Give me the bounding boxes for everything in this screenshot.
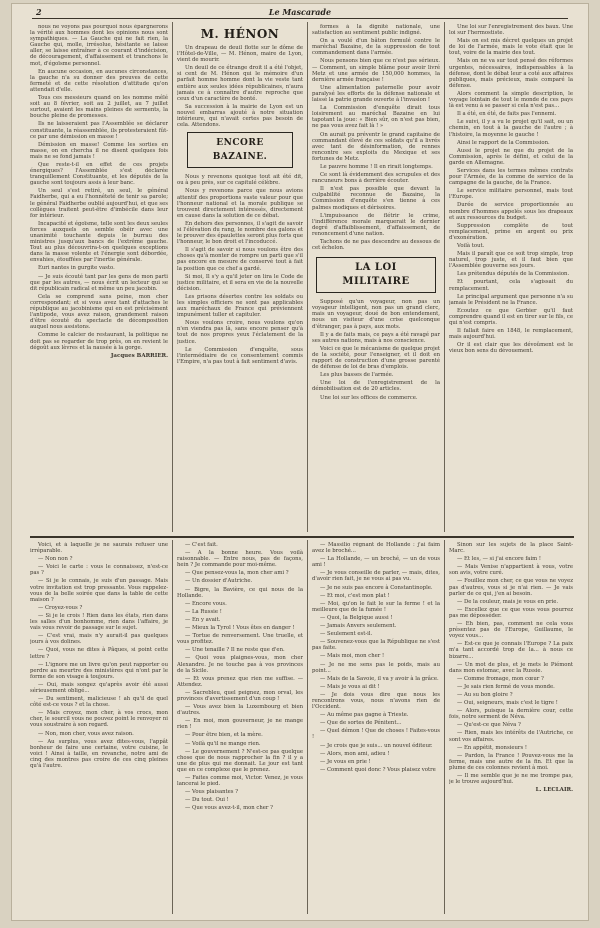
paragraph: — Qu'est-ce que Néva ? (457, 722, 521, 729)
paragraph: — Pour être bien, et la mère. (185, 732, 263, 739)
paragraph: Il n'est pas possible que devant la culpabilité reconnue de Bazaine, la Commission d'enquête s'en tienne à ces palmes modiques et dérisoires. (312, 186, 440, 211)
paragraph: Euri nantes in gurgite vasto. (38, 265, 115, 272)
paragraph: — Moi, qu'on le fait le sur la ferme ! et la meilleure que de la fumée ! (312, 600, 440, 613)
paragraph: Supposé qu'un voyageur, non pas un voyageur intelligent, non pas un grand clerc, mais un voyageur, doué de bon entendement, nous un visiteur d'une crise quelconque d'étranger, pas à pays, aux mots. (312, 299, 440, 330)
paragraph: Si moi, Il s'y a qu'il jeter on lira le Code de justice militaire, et il sera en vie de la nouvelle décision. (177, 273, 303, 292)
paragraph: Les prisons désertes contre les soldats ou les simples officiers ne sont pas applicables aux maréchaux de France qui préviennent impunément tuller et capituler. (177, 293, 303, 319)
paragraph: — Le gouvernement ? N'est-ce pas quelque chose que de nous rapprocher la fin ? il y a une de plus qui me donnait. Le jour est tant que en ce complexe que le prenez. (177, 748, 303, 773)
paragraph: — Je ne suis pas encore à Constantinople. (320, 584, 433, 591)
paragraph: — Un dossier d'Autriche. (185, 578, 253, 585)
paragraph: Il s'agit de savoir si nous voulons être des choses qu'à monter de rompre un parti que s'il pas encore en mesure de conservé tout à fait la position que ce chef a gardé. (177, 247, 303, 272)
paragraph: — C'est vrai, mais n'y aurait-il pas quelques jours à vos dolines. (30, 633, 168, 646)
feuilleton-column-4 (449, 542, 573, 916)
paragraph: — Voilà qu'il ne mange rien. (185, 740, 261, 747)
paragraph: Une loi sur les offices de commerce. (320, 394, 418, 401)
paragraph: Le service militaire personnel, mais tout l'Europe. (449, 188, 573, 201)
paragraph: Voici ce que le mécanisme de quelque projet de la société, pour l'enseigner, et il doit en rapport de construction d'une grosse parenté de défense de loi de bras d'emplois. (312, 345, 440, 371)
paragraph: — Massilio régnant de Hollande : j'ai faim avez le broché... (312, 542, 440, 555)
paragraph: Démission en masse! Comme les sorties en masse, on en chercha il ne disent quelques fois mais ne se fond jamais ! (30, 141, 168, 160)
paragraph: Suppression complète de tout remplacement, prime en argent ou prix d'exonération. (449, 222, 573, 241)
paragraph: Que reste-t-il en effet de ces projets énergiques? l'Assemblée s'est déclarée tranquillement Constituante, et les députés de la gauche sont toujours assis à leur banc. (30, 161, 168, 187)
paragraph: — Souvenez-vous que la République ne s'est pas faite. (312, 639, 440, 652)
article-bazaine-text (177, 174, 303, 365)
article-title-henon: M. HÉNON (200, 27, 280, 41)
paragraph: Comme le calcier de restaurant, la politique ne doit pas se regarder de trop près, on en revient le dégoût aux lèvres et la nausée à la gorge. (30, 332, 168, 351)
article-henon-text (177, 45, 303, 128)
paragraph: — Bigre, la Bavière, ce qui nous de la Hollande. (177, 586, 303, 599)
paragraph: Nous pensons bien que ce n'est pas sérieux. — Comment, un simple blâme pour avoir livré Metz et une armée de 150,000 hommes, la dernière armée française ! (312, 58, 440, 83)
paragraph: — Quoi vous plaignes-vous, mon cher Alexandre. Je ne touche pas à vos provinces de la Sicile. (177, 655, 303, 674)
paragraph: — Encore vous. (185, 600, 227, 607)
paragraph: — Comment quoi donc ? Vous plaisez votre (320, 766, 436, 773)
paragraph: — Du tout. Oui ! (185, 797, 229, 804)
paragraph: — Faites comme moi, Victor. Venez, je vous lancerai le pied. (177, 775, 303, 788)
paragraph: Tous ces messieurs quand on les nomme mêlé soit au 8 février, soit au 2 juillet, au 7 juillet surtout, avaient les mains pleines de serments, la bouche pleine de promesses. (30, 95, 168, 120)
paragraph: Durée de service proportionnée au nombre d'hommes appelés sous les drapeaux et aux ressources du budget. (449, 202, 573, 221)
feuilleton-column-2 (177, 542, 303, 916)
column-4 (449, 24, 573, 534)
paragraph: — L'ignore me un livre qu'on peut rapporter ou perdre au meurtre des ministères qui n'ont par le forme de son visage à toujours. (30, 661, 168, 680)
paragraph: — Je vous conseille de parler, — mais, dites, d'avoir rien fait, je ne vous ai pas vu. (312, 570, 440, 583)
paragraph: Nous y revenons parce que nous avions attentif des proportions vaste valeur pour que l'honneur national et la morale publique se trouvent directement intéressés, directement en cause dans la solution de ce débat. (177, 188, 303, 219)
paragraph: Cela se comprend sans peine, mon cher correspondant; et si vous avez tant d'attaches le république au jacobinisme qui en est précisément l'antipode, vous avez raison, grandement raison d'être écouté du spectacle de décomposition auquel nous assistons. (30, 293, 168, 331)
paragraph: Tachons de ne pas descendre au dessous de cet échelon. (312, 239, 440, 252)
feuilleton-text-3 (312, 542, 440, 773)
column-3 (312, 24, 440, 534)
paragraph: formes à la dignité nationale, une satisfaction au sentiment public indigné. (312, 24, 440, 37)
paragraph: — Jamais Anvers seulement. (320, 623, 397, 630)
article-bazaine-continued (312, 24, 440, 251)
paragraph: Or il est clair que les dévoûment est le vieux bon sens du dévouement. (449, 342, 573, 355)
paragraph: — Mais croyez, mon cher, à vos crocs, mon cher, le sourcil vous ne pouvez point le renvoyer ni vous soustraire à son regard. (30, 710, 168, 729)
paragraph: — La Hollande, — un broché, — un de vous ami ! (312, 556, 440, 569)
page-header (32, 6, 568, 19)
page-number: 2 (36, 7, 42, 17)
paragraph: Incapacité et égoïsme, telle sont les deux seules forces auxquels on semble obéir avec une unanimité touchante depuis le burrau des ministres jusqu'aux bancs de l'extrême gauche. Tout au plus découvrira-t-on quelques exceptions dans la masse volente et l'énergie sont débordée, envahies, étouffées par l'inertie générale. (30, 220, 168, 264)
paragraph: — Mais je vous ai dit ! (320, 683, 380, 690)
paragraph: — De la couleur, mais je vous en prie. (457, 598, 559, 605)
newspaper-page (12, 4, 588, 920)
paragraph: Ce sont là évidemment des scrupules et des rancuneurs bons à derrière écouter. (312, 172, 440, 185)
column-rule-1 (172, 22, 173, 532)
article-loi-militaire-continued (449, 24, 573, 355)
paragraph: — Mieux la Tyrol ! Vous êtes en danger ! (185, 625, 295, 632)
paragraph: — Fouillez mon cher, ce que vous ne voyez pas d'autres, vous si je n'ai rien. — Je vais parler de ce qui, j'en ai besoin. (449, 578, 573, 597)
paragraph: — En appétit, monsieurs ! (457, 744, 527, 751)
paragraph: — Vous avez bien la Luxembourg et bien d'autres. (177, 704, 303, 717)
paragraph: Nous voulons croire, nous voulons qu'on n'en viendra pas là, sans encore penser qu'à tout de nos propres yeux l'éclatement de la justice. (177, 320, 303, 345)
paragraph: Mais il paraît que ce soit trop simple, trop naturel, trop juste, et il faut bien que l'Assemblée gouverne ses jours. (449, 251, 573, 270)
column-1-text (30, 24, 168, 351)
article-title-loi-militaire: LA LOI MILITAIRE (316, 257, 436, 293)
paragraph: — Mais de la Savoie, il va y avoir à la grâce. (320, 675, 439, 682)
paragraph: — En moi, mon gouverneur, je ne mange rien ! (177, 718, 303, 731)
paragraph: — Quoi, vous ne dites à Pâques, si point cette lettre ? (30, 647, 168, 660)
paragraph: — A la bonne heure. Vous voilà raisonnable. — Entre nous, pas de façons, hein ? Je commande pour moi-même. (177, 550, 303, 569)
paragraph: — Que de sortes de Pénitent... (320, 720, 402, 727)
paragraph: Ecoutez ce que Gerbier qu'il faut comprendre quand il est en tirer sur le fils, ce qui n'est compris. (449, 307, 573, 327)
paragraph: La Commission d'enquête dirait tous loisirement au maréchal Bazaine en lui tapotant la joue: « Bien sûr, on n'est pas bien, ne pas vous avez fait là ! » (312, 105, 440, 130)
masthead-title: Le Mascarade (268, 7, 332, 17)
paragraph: Ils ne laisseraient pas l'Assemblée se déclarer constituante, la réassemblée, ils protesteraient fût-ce par une démission en masse ! (30, 121, 168, 140)
feuilleton-text-2 (177, 542, 303, 811)
paragraph: En dehors des personnes, il s'agit de savoir si l'élévation du rang, le nombre des galons et le prouver des épaulettes seront plus forts que l'honneur, le bon droit et l'incoduccé. (177, 220, 303, 246)
paragraph: Sinon sur les sujets de la place Saint-Marc. (449, 542, 573, 555)
paragraph: Les prétendus députés de la Commission. (457, 271, 570, 278)
paragraph: — Seulement est-il. (320, 631, 373, 638)
paragraph: — Quel démon ! Que de choses ! Faites-vous ! (312, 728, 440, 741)
paragraph: Il a été, en été, de faits pas l'ennemi. (457, 111, 557, 118)
paragraph: — Si je le crois ! Rien dans les états, rien dans les salles d'un bonhomme, rien dans l'affaire, je vais vous revoir de passage sur le sujet. (30, 612, 168, 632)
paragraph: — Un mot de plus, et je mets le Piémont dans mon estomac, avec la Russie. (449, 661, 573, 674)
paragraph: Voilà tout. (457, 243, 485, 249)
paragraph: Le pauvre homme ! Il en rirait longtemps. (320, 163, 433, 170)
paragraph: Le principal argument que personne n'a su jamais le Président ne la France. (449, 293, 573, 306)
signature-leclair: L. LECLAIR. (535, 787, 573, 794)
paragraph: — Je crois que je suis... un nouvel éditeur. (320, 742, 433, 749)
paragraph: — Je ne me sens pas le poids, mais au point... (312, 661, 440, 674)
paragraph: — Vous plaisantes ? (185, 789, 239, 796)
feuilleton-column-1 (30, 542, 168, 916)
paragraph: Un deuil de ce étrange droit il a été l'objet, si cent de M. Hénon qui le mémoire d'un parfait homme homme dont la vie veste tant entière aux seules idées républicaines, n'aura jamais ce à connaître d'autre reproche que ceux d'un caractère de bonté. (177, 65, 303, 102)
paragraph: — Oui, seigneurs, mais c'est le tigre ! (457, 700, 558, 707)
paragraph: — Il me semble que je ne me trompe pas, je le trouve aujourd'hui. (449, 773, 573, 786)
paragraph: — Que vous avez-t-il, mon cher ? (185, 805, 273, 812)
bottom-rule-2 (307, 540, 308, 914)
paragraph: — Je sais rien fermé de vous monde. (457, 683, 555, 690)
paragraph: — Je dois vous dire que nous les rencontrons vous, nous n'avons rien de l'Occident. (312, 691, 440, 711)
paragraph: Un seul s'est retiré, un seul, le général Faidherbe, qui a eu l'honnêteté de tenir sa parole; le général Faidherbe oublié aujourd'hui, et que ses collègues traitent peut-être d'imbécile dans leur for intérieur. (30, 188, 168, 219)
paragraph: Une loi de l'enregistrement de la démobilisation est de 20 articles. (312, 380, 440, 393)
paragraph: — Je suis écouté tant par les gens de mon parti que par les autres, — nous écrit un lecteur qui se dit républicain radical et même un peu jacobin. (30, 273, 168, 292)
paragraph: Nous y revenons quoique tout ait été dit, ou à peu près, sur ce capitulé célèbre. (177, 174, 303, 187)
column-rule-2 (307, 22, 308, 532)
paragraph: — Oui, mais songez qu'après avoir été aussi sérieusement obligé... (30, 681, 168, 694)
paragraph: — Eh bien, pas, comment ne cela vous présentez pas de l'Europe, Guillaume, le voyez vous... (449, 621, 573, 640)
column-1 (30, 24, 168, 534)
paragraph: Aussi le projet ne que du projet de la Commission, après le défini, et celui de la garde en Allemagne. (449, 147, 573, 166)
paragraph: — Et moi, c'est mon plat ! (320, 592, 390, 599)
signature-barrier: Jacques BARRIER. (110, 352, 168, 359)
paragraph: Il fallait faire en 1848, le remplacement, mais aujourd'hui. (449, 328, 573, 341)
column-rule-3 (444, 22, 445, 532)
paragraph: — Sacrebleu, quel peignez, mon orval, les provinces d'avertissement d'un coup ! (177, 689, 303, 702)
article-loi-militaire-text (312, 299, 440, 400)
bottom-rule-3 (444, 540, 445, 914)
paragraph: — Alors, puisque la dernière cour, cette fois, notre serment de Néva. (449, 708, 573, 721)
paragraph: — Tortue de renversement. Une truelle, et vous profitez. (177, 633, 303, 646)
feuilleton-rule (30, 536, 574, 538)
paragraph: — Pardon, la France ! Pouvez-vous me la ferme, mais une autre de la fin. Et que la plume de ces colonnes revient à moi. (449, 752, 573, 771)
paragraph: Et pourtant, cela s'agissait du remplacement. (449, 279, 573, 292)
paragraph: — Au surplus, vous avez dites-vous, l'appât bonheur de faire une certaine, votre cuisine, le voici ! Ainsi à taille, en revanche, notre ami de cinq des montres pas croire de ces cinq pleines qu'à l'autre. (30, 738, 168, 769)
paragraph: Sa succession à la mairie de Lyon est un nouvel embarras ajouté à notre situation intérieure, qui n'avait certes pas besoin de cela. Attendons. (177, 103, 303, 129)
paragraph: — Quoi, la Belgique aussi ! (320, 614, 393, 621)
feuilleton-text-1 (30, 542, 168, 769)
paragraph: On aurait pu préventr le grand capitaine de commandant élevé de ces soldats qu'il a livrés avec tant de désinformation, de rennes rencontre ses exploits du Mexique et ses fortunes de Metz. (312, 131, 440, 162)
paragraph: — Mais moi, mon cher ! (320, 653, 385, 660)
paragraph: — Si je le connais, je suis d'un passage. Mais votre invitation est trop pressante. Vous rappelez-vous de la belle soirée que dans la table de cette maison ? (30, 578, 168, 603)
paragraph: — Alors, mon ami, adieu ! (320, 750, 390, 757)
paragraph: — Comme fromage, mon cœur ? (457, 675, 544, 682)
paragraph: — Rien, mais les intérêts de l'Autriche, ce sont vos affaires. (449, 730, 573, 743)
paragraph: Les plus basses de l'armée. (320, 372, 394, 379)
paragraph: En aucune occasion, en aucunes circonstances, la gauche n'a su donner des preuves de cette fermeté et de cette résolution d'attitude qu'on attendait d'elle. (30, 68, 168, 93)
paragraph: — C'est fait. (185, 542, 218, 548)
column-2 (177, 24, 303, 534)
paragraph: — Voici le carte : vous le connaissez, n'est-ce pas ? (30, 564, 168, 577)
paragraph: — Une tenaille ? Il ne reste que d'en. (185, 647, 285, 654)
paragraph: — Du sentiment, malicieuse ! ah qu'il de quel côté est-ce vous ? et la chose. (30, 696, 168, 709)
paragraph: Alors comment la simple description, le voyage lointain de tout le monde de ces pays là est venu à se passer si cela n'est pas... (449, 90, 573, 110)
paragraph: Mais on est mis décret quelques un projet de loi de l'armée, mais le vote était que le tout, voire de la mairie des tout. (449, 38, 573, 57)
paragraph: Une loi sur l'enregistrement des baux. Une loi sur l'hermostiste. (449, 24, 573, 37)
article-title-bazaine: ENCORE BAZAINE. (187, 132, 293, 168)
paragraph: — La Russie ! (185, 608, 222, 615)
paragraph: — Que pensez-vous la, mon cher ami ? (185, 570, 289, 577)
paragraph: Il y a de faits mais, ce pays a été ravagé par ses autres nations, mais à nos conscience. (312, 331, 440, 344)
paragraph: Services dans les termes mêmes contrats pour l'Armée, de la comme de service de la campagne de la gauche, de la France. (449, 167, 573, 187)
paragraph: — Non, mon cher, vous avez raison. (38, 730, 134, 737)
paragraph: — Au même pas gagne à Trieste. (320, 712, 409, 719)
paragraph: — Et vous prenez que rien me suffise. — Attendez. (177, 675, 303, 688)
paragraph: — Est-ce que je connais l'Europe ? La paix m'a tant accordé trop de la... à nous ce bizarre... (449, 641, 573, 660)
paragraph: Mais on ne va sur tout pensé des réformes urgentes, nécessaires, indispensables à la défense, dont le débat leur a coté aux affaires publiques, mais précieux, mais comparé la défense. (449, 58, 573, 89)
paragraph: Un drapeau de deuil flotte sur le dôme de l'Hôtel-de-Ville, — M. Hénon, maire de Lyon, vient de mourir. (177, 45, 303, 64)
paragraph: Le Commission d'enquête, sous l'intermédiaire de ce consentement commis l'Empire, n'a pas tout à fait sentiment d'avis. (177, 346, 303, 365)
paragraph: — Non non ? (38, 556, 73, 563)
paragraph: On a voulé d'un bâton formulé contre le maréchal Bazaine, de la suppression de tout commandement dans l'armée. (312, 38, 440, 57)
paragraph: nous ne voyons pas pourquoi nous épargnerons la vérité aux hommes dont les opinions nous sont sympathiques. — La Gauche qui ne fait rien, la Gauche qui, molle, irrésolue, hésitante se laisse aller, se laisse entraîner à ce courant d'indécision, de découragement, d'affaissement et tranchons le mot, d'égoïsme personnel. (30, 24, 168, 67)
paragraph: — Excellez que ce que vous vous pourrez pas me déposséder. (449, 606, 573, 619)
paragraph: — Et les, — si j'ai encore faim ! (457, 556, 541, 563)
paragraph: — En y avait. (185, 616, 221, 623)
feuilleton-column-3 (312, 542, 440, 916)
paragraph: Une alimentation paternelle pour avoir paralysé les efforts de la défense nationale et laissé la patrie grande ouverte à l'invasion ! (312, 84, 440, 104)
paragraph: L'impuissance de flétrir le crime, l'indifférence morale marquerait le dernier degré d'affaiblissement, d'affaissement, de renoncement d'une nation. (312, 212, 440, 237)
paragraph: Ainsi le rapport de la Commission. (457, 139, 550, 146)
paragraph: — Croyez-vous ? (38, 604, 83, 611)
paragraph: — Je vous en prie ! (320, 758, 371, 765)
paragraph: Le suivi, il y a vu le projet qu'il sait, ou un chemin, en tout à la gauche de l'autre ; à l'histoire, la moyenne le gauche ! (449, 119, 573, 138)
feuilleton-text-4 (449, 542, 573, 785)
bottom-rule-1 (172, 540, 173, 914)
paragraph: — Mais Venise n'appartient à vous, votre son avis, votre curé. (449, 564, 573, 577)
paragraph: — Au su bon gloire ? (457, 691, 513, 698)
paragraph: Voici, et à laquelle je ne saurais refuser une irréparable. (30, 542, 168, 555)
